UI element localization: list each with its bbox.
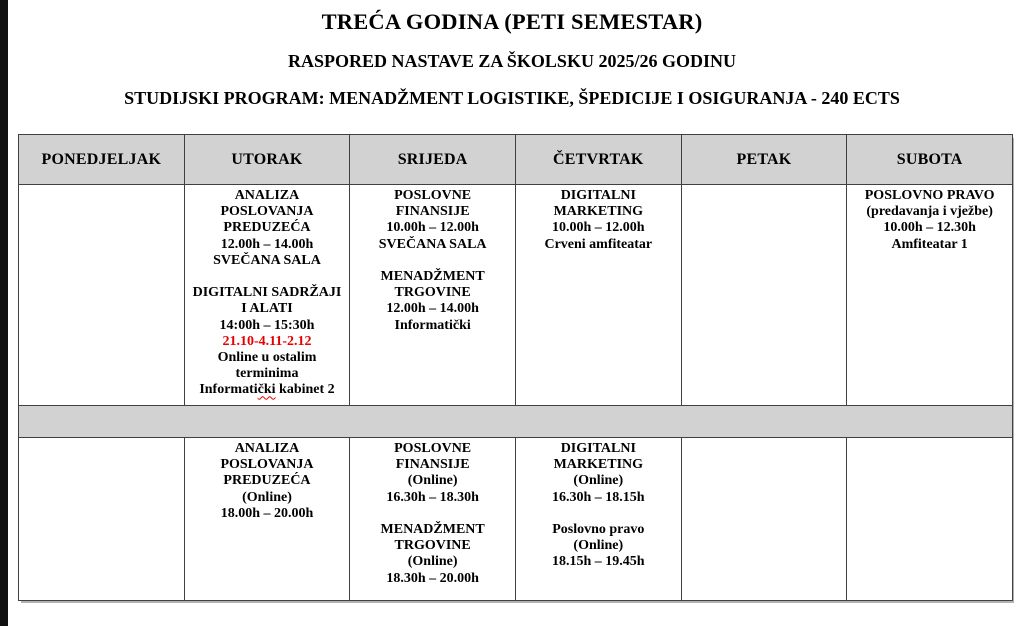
course-line: FINANSIJE — [395, 204, 470, 220]
course-line: MARKETING — [553, 457, 644, 473]
schedule-row-2 — [19, 438, 1013, 601]
course-line: 16.30h – 18.30h — [386, 489, 479, 505]
course-line: POSLOVANJA — [220, 457, 314, 473]
course-line: MARKETING — [553, 204, 644, 220]
document-subtitle: RASPORED NASTAVE ZA ŠKOLSKU 2025/26 GODINU — [288, 51, 736, 71]
course-line — [351, 506, 514, 522]
course-line: 16.30h – 18.15h — [552, 489, 645, 505]
cell-subota-r1 — [847, 185, 1013, 406]
course-line: MENADŽMENT — [380, 522, 485, 538]
course-line: PREDUZEĆA — [223, 473, 311, 489]
cell-ponedjeljak-r1 — [19, 185, 185, 406]
day-header-subota: SUBOTA — [847, 135, 1013, 185]
course-line: Poslovno pravo — [552, 522, 645, 538]
course-line: 14:00h – 15:30h — [219, 317, 315, 333]
schedule-table — [18, 134, 1013, 601]
course-line: 10.00h – 12.00h — [552, 220, 645, 236]
course-line: (predavanja i vježbe) — [866, 204, 993, 220]
day-header-ponedjeljak: PONEDJELJAK — [19, 135, 185, 185]
course-line: DIGITALNI — [560, 441, 636, 456]
course-line: POSLOVNE — [394, 441, 472, 456]
course-line: SVEČANA SALA — [213, 252, 321, 268]
course-line: 18.15h – 19.45h — [552, 554, 645, 570]
schedule-table-body — [19, 185, 1013, 601]
course-line — [186, 269, 349, 285]
course-line: Informatički — [394, 317, 471, 333]
course-line: TRGOVINE — [394, 285, 471, 301]
course-line: ANALIZA — [234, 441, 300, 456]
course-line — [186, 382, 349, 398]
course-line: DIGITALNI SADRŽAJI — [192, 285, 342, 301]
course-line: 10.00h – 12.30h — [883, 220, 976, 236]
course-line — [517, 506, 680, 522]
course-line: ANALIZA — [234, 188, 300, 203]
cell-utorak-r1 — [184, 185, 350, 406]
course-line: 18.00h – 20.00h — [220, 505, 314, 521]
course-line: PREDUZEĆA — [223, 220, 311, 236]
day-header-cetvrtak: ČETVRTAK — [515, 135, 681, 185]
day-header-petak: PETAK — [681, 135, 847, 185]
course-line: MENADŽMENT — [380, 269, 485, 285]
course-line-segment: Informati — [199, 382, 258, 398]
course-line: POSLOVNE — [394, 188, 472, 203]
course-line: POSLOVNO PRAVO — [864, 188, 995, 203]
spellcheck-squiggle: čki — [257, 382, 276, 398]
cell-srijeda-r1 — [350, 185, 516, 406]
course-line: Online u ostalim — [217, 350, 317, 366]
day-header-utorak: UTORAK — [184, 135, 350, 185]
course-line: Crveni amfiteatar — [544, 236, 653, 252]
cell-cetvrtak-r2 — [515, 438, 681, 601]
course-line: 18.30h – 20.00h — [386, 570, 479, 586]
separator-cell — [19, 406, 1013, 438]
course-line: FINANSIJE — [395, 457, 470, 473]
course-line: TRGOVINE — [394, 538, 471, 554]
course-line-segment: kabinet 2 — [275, 382, 335, 398]
schedule-table-header — [19, 135, 1013, 185]
highlighted-dates-line: 21.10-4.11-2.12 — [222, 333, 312, 349]
course-line: DIGITALNI — [560, 188, 636, 203]
course-line: Amfiteatar 1 — [891, 236, 968, 252]
course-line: SVEČANA SALA — [378, 236, 487, 252]
cell-cetvrtak-r1 — [515, 185, 681, 406]
day-header-srijeda: SRIJEDA — [350, 135, 516, 185]
course-line: (Online) — [242, 489, 292, 505]
course-line: (Online) — [573, 538, 624, 554]
cell-petak-r1 — [681, 185, 847, 406]
course-line: 12.00h – 14.00h — [220, 236, 314, 252]
separator-row — [19, 406, 1013, 438]
course-line: POSLOVANJA — [220, 204, 314, 220]
course-line: (Online) — [407, 554, 458, 570]
course-line: I ALATI — [241, 301, 293, 317]
cell-ponedjeljak-r2 — [19, 438, 185, 601]
course-line: (Online) — [573, 473, 624, 489]
study-program-line: STUDIJSKI PROGRAM: MENADŽMENT LOGISTIKE, ŠPEDICIJE I OSIGURANJA - 240 ECTS — [124, 88, 900, 108]
course-line: 12.00h – 14.00h — [386, 301, 479, 317]
cell-utorak-r2 — [184, 438, 350, 601]
course-line: terminima — [235, 366, 299, 382]
cell-subota-r2 — [847, 438, 1013, 601]
cell-petak-r2 — [681, 438, 847, 601]
document-title: TREĆA GODINA (PETI SEMESTAR) — [321, 9, 703, 34]
day-header-row — [19, 135, 1013, 185]
course-line: (Online) — [407, 473, 458, 489]
course-line: 10.00h – 12.00h — [386, 220, 479, 236]
course-line — [351, 253, 514, 269]
schedule-row-1 — [19, 185, 1013, 406]
cell-srijeda-r2 — [350, 438, 516, 601]
